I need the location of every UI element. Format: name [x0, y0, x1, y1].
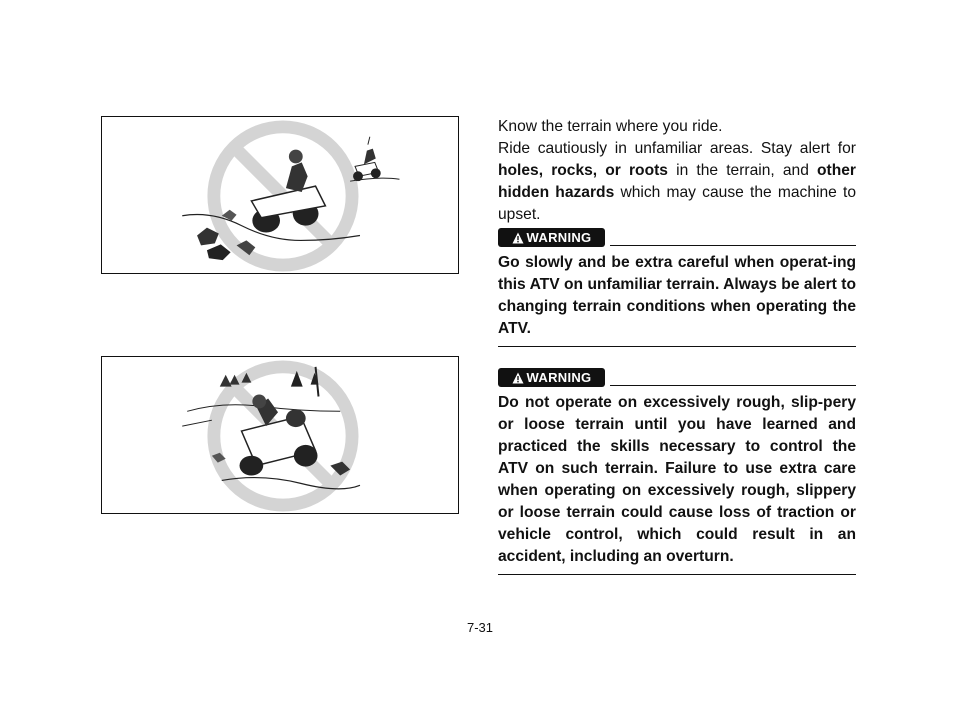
- text-column: [498, 116, 856, 226]
- warning-text-2: Do not operate on excessively rough, slip-pery or loose terrain until you have learned and practiced the skills necessary to control the ATV on such terrain. Failure to use extra care when operating on excessively rough, slippery or loose terrain could cause loss of traction or vehicle control, which could result in an accident, including an overturn.: [498, 394, 856, 565]
- warning-footer-rule: [498, 346, 856, 347]
- atv-rough-terrain-illustration: [102, 357, 458, 513]
- intro-bold-hidden-hazards: other hidden hazards: [498, 162, 856, 201]
- warning-badge: [498, 228, 605, 247]
- page-number: 7-31: [466, 620, 494, 635]
- warning-block-2: [498, 368, 856, 575]
- warning-header-rule: [610, 385, 856, 386]
- warning-footer-rule: [498, 574, 856, 575]
- warning-badge: [498, 368, 605, 387]
- warning-label: WARNING: [526, 370, 592, 385]
- atv-rocky-terrain-illustration: [102, 117, 458, 273]
- exclamation-triangle-icon: [512, 372, 524, 384]
- warning-text-1: Go slowly and be extra careful when operat-ing this ATV on unfamiliar terrain. Always be alert to changing terrain conditions when operating the ATV.: [498, 254, 856, 337]
- intro-paragraph: Ride cautiously in unfamiliar areas. Stay alert for holes, rocks, or roots in the terrain, and other hidden hazards which may cause the machine to upset.: [498, 140, 857, 223]
- warning-block-1: [498, 228, 856, 347]
- intro-bold-hazards: holes, rocks, or roots: [498, 162, 668, 179]
- figure-atv-rocky-terrain: [101, 116, 459, 274]
- warning-label: WARNING: [526, 230, 592, 245]
- intro-line: Know the terrain where you ride.: [498, 118, 723, 135]
- exclamation-triangle-icon: [512, 232, 524, 244]
- figure-atv-rough-terrain: [101, 356, 459, 514]
- warning-header-rule: [610, 245, 856, 246]
